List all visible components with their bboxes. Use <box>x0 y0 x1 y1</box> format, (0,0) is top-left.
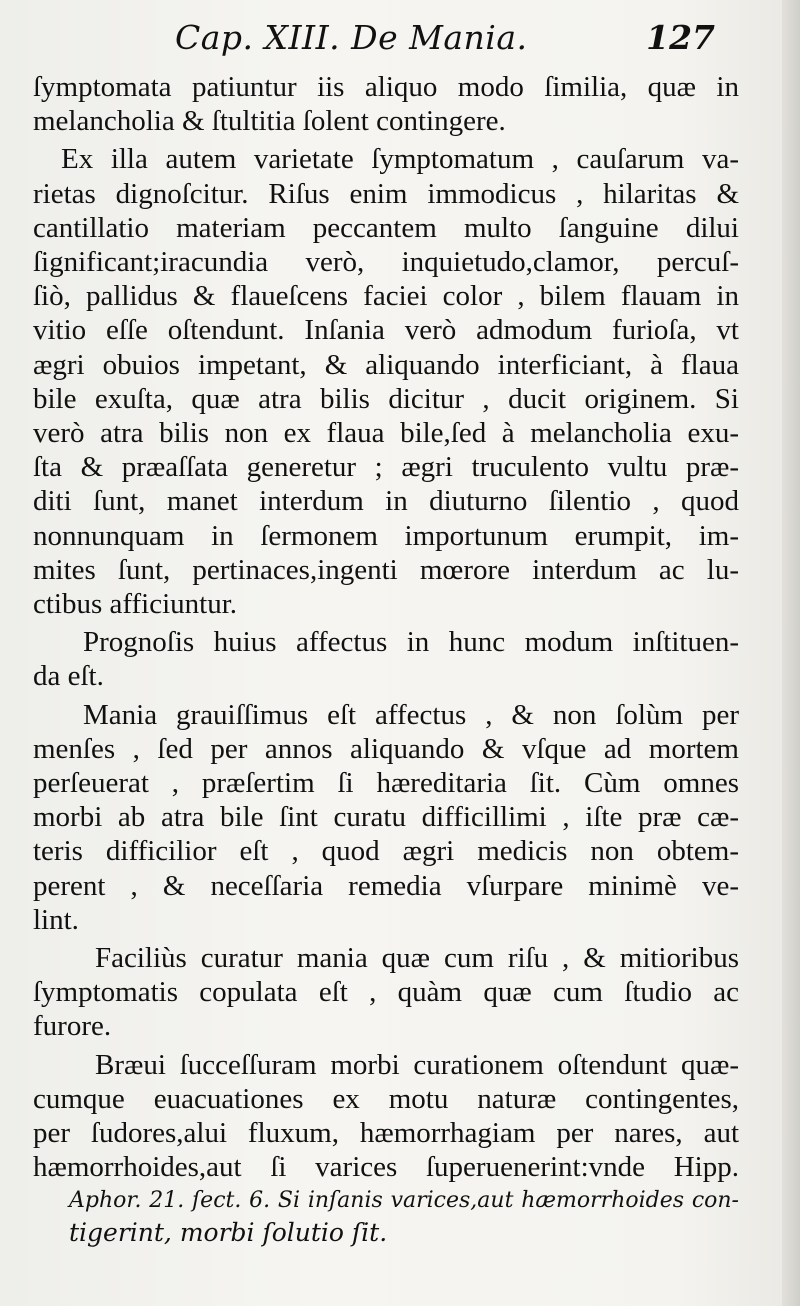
text-line: hæmorrhoides,aut ſi varices ſuperuenerint:vnde Hipp. <box>33 1151 739 1184</box>
text-line: ctibus afficiuntur. <box>33 588 238 621</box>
note-line: tigerint, morbi ſolutio ſit. <box>69 1217 388 1247</box>
text-line: Faciliùs curatur mania quæ cum riſu , & mitioribus <box>95 942 739 975</box>
text-line: cantillatio materiam peccantem multo ſanguine dilui <box>33 211 739 244</box>
text-line: ſymptomatis copulata eſt , quàm quæ cum ſtudio ac <box>33 976 739 1009</box>
text-line: menſes , ſed per annos aliquando & vſque ad mortem <box>33 732 739 765</box>
note-line: Aphor. 21. ſect. 6. Si inſanis varices,aut hæmorrhoides con- <box>69 1187 739 1213</box>
text-line: nonnunquam in ſermonem importunum erumpit, im- <box>33 519 739 552</box>
running-head: Cap. XIII. De Mania. <box>175 18 528 57</box>
paragraph <box>33 142 739 621</box>
text-line: ſymptomata patiuntur iis aliquo modo ſimilia, quæ in <box>33 71 739 103</box>
text-line: diti ſunt, manet interdum in diuturno ſilentio , quod <box>33 485 739 518</box>
text-line: morbi ab atra bile ſint curatu difficillimi , iſte præ cæ- <box>33 801 739 834</box>
text-line: Bræui ſucceſſuram morbi curationem oſtendunt quæ- <box>95 1048 739 1081</box>
text-line: verò atra bilis non ex flaua bile,ſed à melancholia exu- <box>33 417 739 450</box>
text-line: mites ſunt, pertinaces,ingenti mœrore interdum ac lu- <box>33 553 739 586</box>
page-number: 127 <box>646 18 715 57</box>
text-line: rietas dignoſcitur. Riſus enim immodicus , hilaritas & <box>33 177 739 210</box>
paragraph <box>33 941 739 1044</box>
text-line: teris difficilior eſt , quod ægri medicis non obtem- <box>33 835 739 868</box>
paragraph <box>33 698 739 937</box>
body-text <box>33 70 739 1249</box>
text-line: Ex illa autem varietate ſymptomatum , cauſarum va- <box>61 143 739 176</box>
text-line: lint. <box>33 903 79 936</box>
text-line: ægri obuios impetant, & aliquando interficiant, à flaua <box>33 348 739 381</box>
paragraph <box>33 625 739 693</box>
text-line: melancholia & ſtultitia ſolent contingere. <box>33 105 506 138</box>
page-edge <box>782 0 800 1306</box>
text-line: cumque euacuationes ex motu naturæ contingentes, <box>33 1082 739 1115</box>
text-line: ſta & præaſſata generetur ; ægri truculento vultu præ- <box>33 451 739 484</box>
page-header <box>175 18 715 70</box>
text-line: per ſudores,alui fluxum, hæmorrhagiam per nares, aut <box>33 1117 739 1150</box>
text-line: ſignificant;iracundia verò, inquietudo,clamor, percuſ- <box>33 246 739 279</box>
paragraph <box>33 1048 739 1185</box>
text-line: vitio eſſe oſtendunt. Inſania verò admodum furioſa, vt <box>33 314 739 347</box>
text-line: perſeuerat , præſertim ſi hæreditaria ſit. Cùm omnes <box>33 767 739 800</box>
marginal-note <box>33 1185 739 1249</box>
paragraph <box>33 70 739 138</box>
text-line: Prognoſis huius affectus in hunc modum inſtituen- <box>83 626 739 659</box>
text-line: perent , & neceſſaria remedia vſurpare minimè ve- <box>33 869 739 902</box>
text-line: furore. <box>33 1010 112 1043</box>
text-line: ſiò, pallidus & flaueſcens faciei color , bilem flauam in <box>33 280 739 313</box>
text-line: bile exuſta, quæ atra bilis dicitur , ducit originem. Si <box>33 382 739 415</box>
text-line: da eſt. <box>33 660 104 693</box>
text-line: Mania grauiſſimus eſt affectus , & non ſolùm per <box>83 698 739 731</box>
